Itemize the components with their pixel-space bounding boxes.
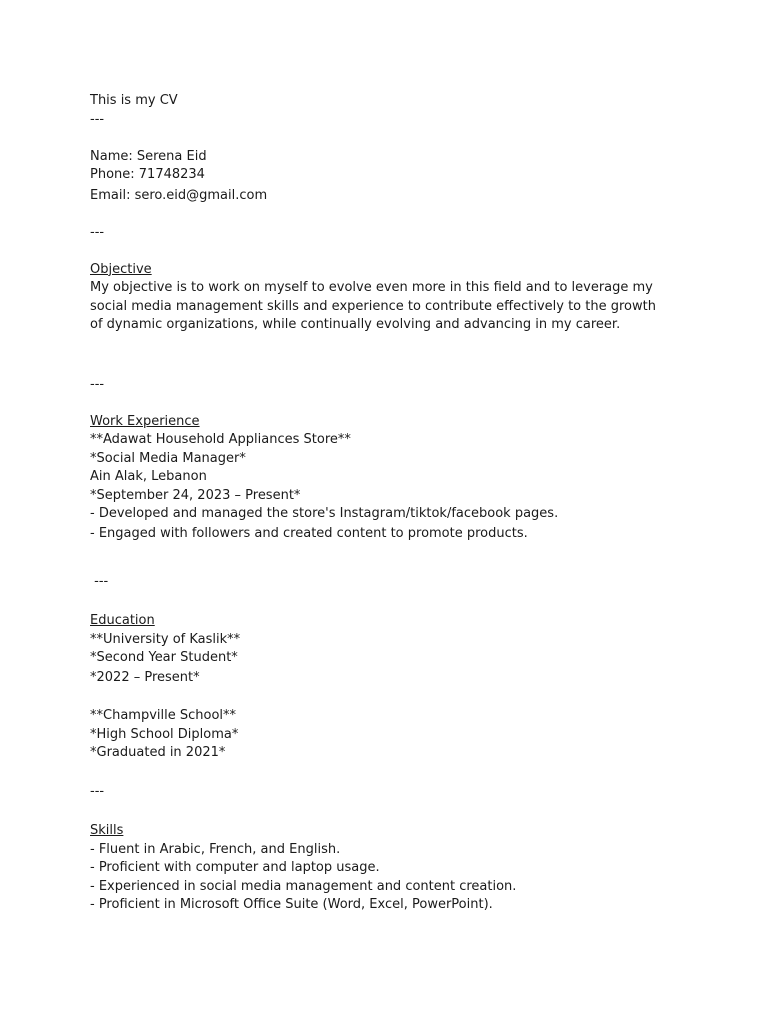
work-section (90, 413, 690, 544)
contact-phone: Phone: 71748234 (90, 167, 205, 182)
document-title: This is my CV (90, 93, 178, 108)
section-divider: --- (90, 111, 105, 127)
skills-item: - Fluent in Arabic, French, and English. (90, 841, 341, 857)
section-divider: --- (90, 224, 105, 240)
education-status: *Second Year Student* (90, 650, 238, 665)
education-status: *High School Diploma* (90, 726, 239, 742)
skills-section (90, 822, 690, 915)
work-bullet: - Engaged with followers and created content to promote products. (90, 525, 528, 541)
skills-heading: Skills (90, 823, 124, 838)
education-dates: *Graduated in 2021* (90, 745, 226, 760)
contact-name: Name: Serena Eid (90, 148, 207, 164)
skills-item: - Proficient in Microsoft Office Suite (Word, Excel, PowerPoint). (90, 897, 493, 912)
work-dates: *September 24, 2023 – Present* (90, 487, 301, 503)
section-divider: --- (90, 784, 105, 799)
education-school: **University of Kaslik** (90, 631, 241, 647)
work-bullet: - Developed and managed the store's Instagram/tiktok/facebook pages. (90, 506, 559, 521)
work-heading: Work Experience (90, 413, 200, 429)
contact-section (90, 148, 690, 206)
objective-text: My objective is to work on myself to evolve even more in this field and to leverage my social media management skills and experience to contribute effectively to the growth of dynamic organizations, while continually evolving and advancing in my career. (90, 280, 656, 332)
objective-section (90, 261, 690, 335)
work-company: **Adawat Household Appliances Store** (90, 432, 351, 447)
education-entry (90, 631, 690, 688)
education-heading: Education (90, 613, 155, 628)
objective-heading: Objective (90, 261, 152, 277)
education-section (90, 612, 690, 763)
skills-item: - Proficient with computer and laptop usage. (90, 860, 380, 875)
education-entry (90, 707, 690, 763)
work-role: *Social Media Manager* (90, 450, 246, 466)
work-location: Ain Alak, Lebanon (90, 469, 207, 484)
section-divider: --- (90, 376, 105, 392)
section-divider: --- (90, 574, 109, 589)
education-dates: *2022 – Present* (90, 669, 200, 685)
skills-item: - Experienced in social media management and content creation. (90, 878, 517, 894)
contact-email: Email: sero.eid@gmail.com (90, 187, 268, 203)
education-school: **Champville School** (90, 708, 237, 723)
cv-document (90, 92, 690, 915)
